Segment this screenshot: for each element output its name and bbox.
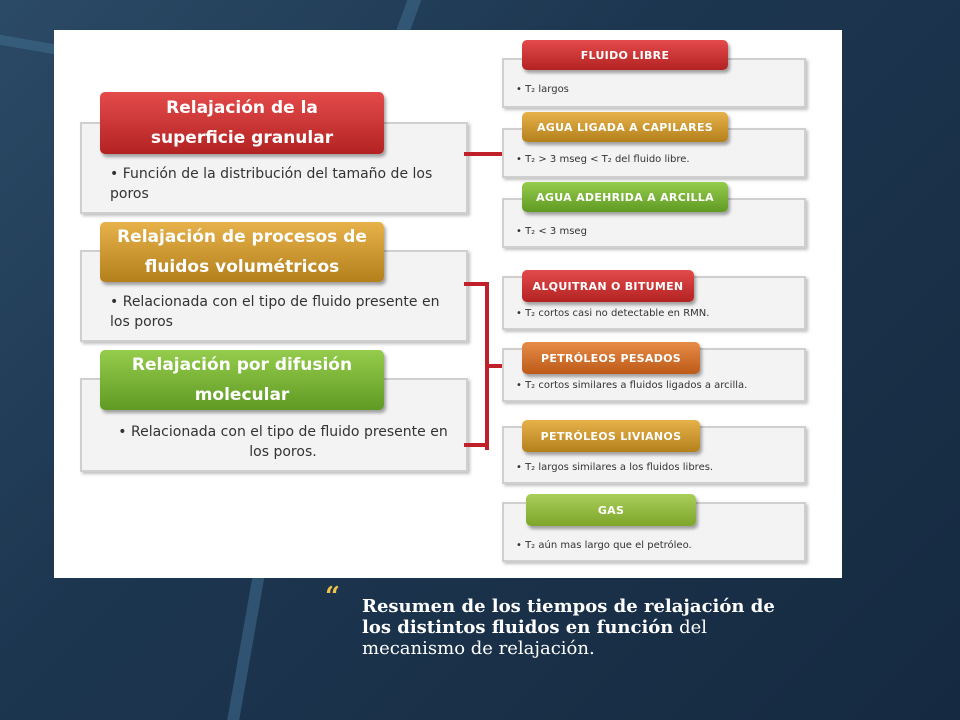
caption-bold: Resumen de los tiempos de relajación de los distintos fluidos en función bbox=[362, 596, 775, 638]
right-card-header: PETRÓLEOS LIVIANOS bbox=[522, 420, 700, 452]
right-card-header: FLUIDO LIBRE bbox=[522, 40, 728, 70]
right-card-bullet: • T₂ > 3 mseg < T₂ del fluido libre. bbox=[516, 154, 690, 165]
left-card-header: Relajación de la superficie granular bbox=[100, 92, 384, 154]
left-card-header: Relajación por difusión molecular bbox=[100, 350, 384, 410]
right-card-bullet: • T₂ cortos casi no detectable en RMN. bbox=[516, 308, 710, 319]
right-card-bullet: • T₂ aún mas largo que el petróleo. bbox=[516, 540, 692, 551]
quote-mark: “ bbox=[325, 582, 340, 612]
right-card-header: ALQUITRAN O BITUMEN bbox=[522, 270, 694, 302]
left-card-bullet: • Relacionada con el tipo de fluido presente en los poros bbox=[110, 294, 440, 330]
left-card-bullet: • Relacionada con el tipo de fluido presente en los poros. bbox=[118, 424, 448, 460]
right-card-bullet: • T₂ largos similares a los fluidos libres. bbox=[516, 462, 714, 473]
right-card-bullet: • T₂ cortos similares a fluidos ligados a arcilla. bbox=[516, 380, 748, 391]
slide-caption bbox=[362, 596, 802, 659]
left-card-bullet: • Función de la distribución del tamaño de los poros bbox=[110, 166, 433, 202]
left-card-header: Relajación de procesos de fluidos volumétricos bbox=[100, 222, 384, 282]
right-card-header: PETRÓLEOS PESADOS bbox=[522, 342, 700, 374]
right-card-header: AGUA LIGADA A CAPILARES bbox=[522, 112, 728, 142]
background-stripe bbox=[227, 575, 265, 720]
caption-normal: del mecanismo de relajación. bbox=[362, 617, 708, 659]
right-card-bullet: • T₂ < 3 mseg bbox=[516, 226, 587, 237]
background-stripe bbox=[0, 35, 60, 56]
right-card-header: GAS bbox=[526, 494, 696, 526]
diagram-panel bbox=[54, 30, 842, 578]
right-card-header: AGUA ADEHRIDA A ARCILLA bbox=[522, 182, 728, 212]
right-card-bullet: • T₂ largos bbox=[516, 84, 569, 95]
